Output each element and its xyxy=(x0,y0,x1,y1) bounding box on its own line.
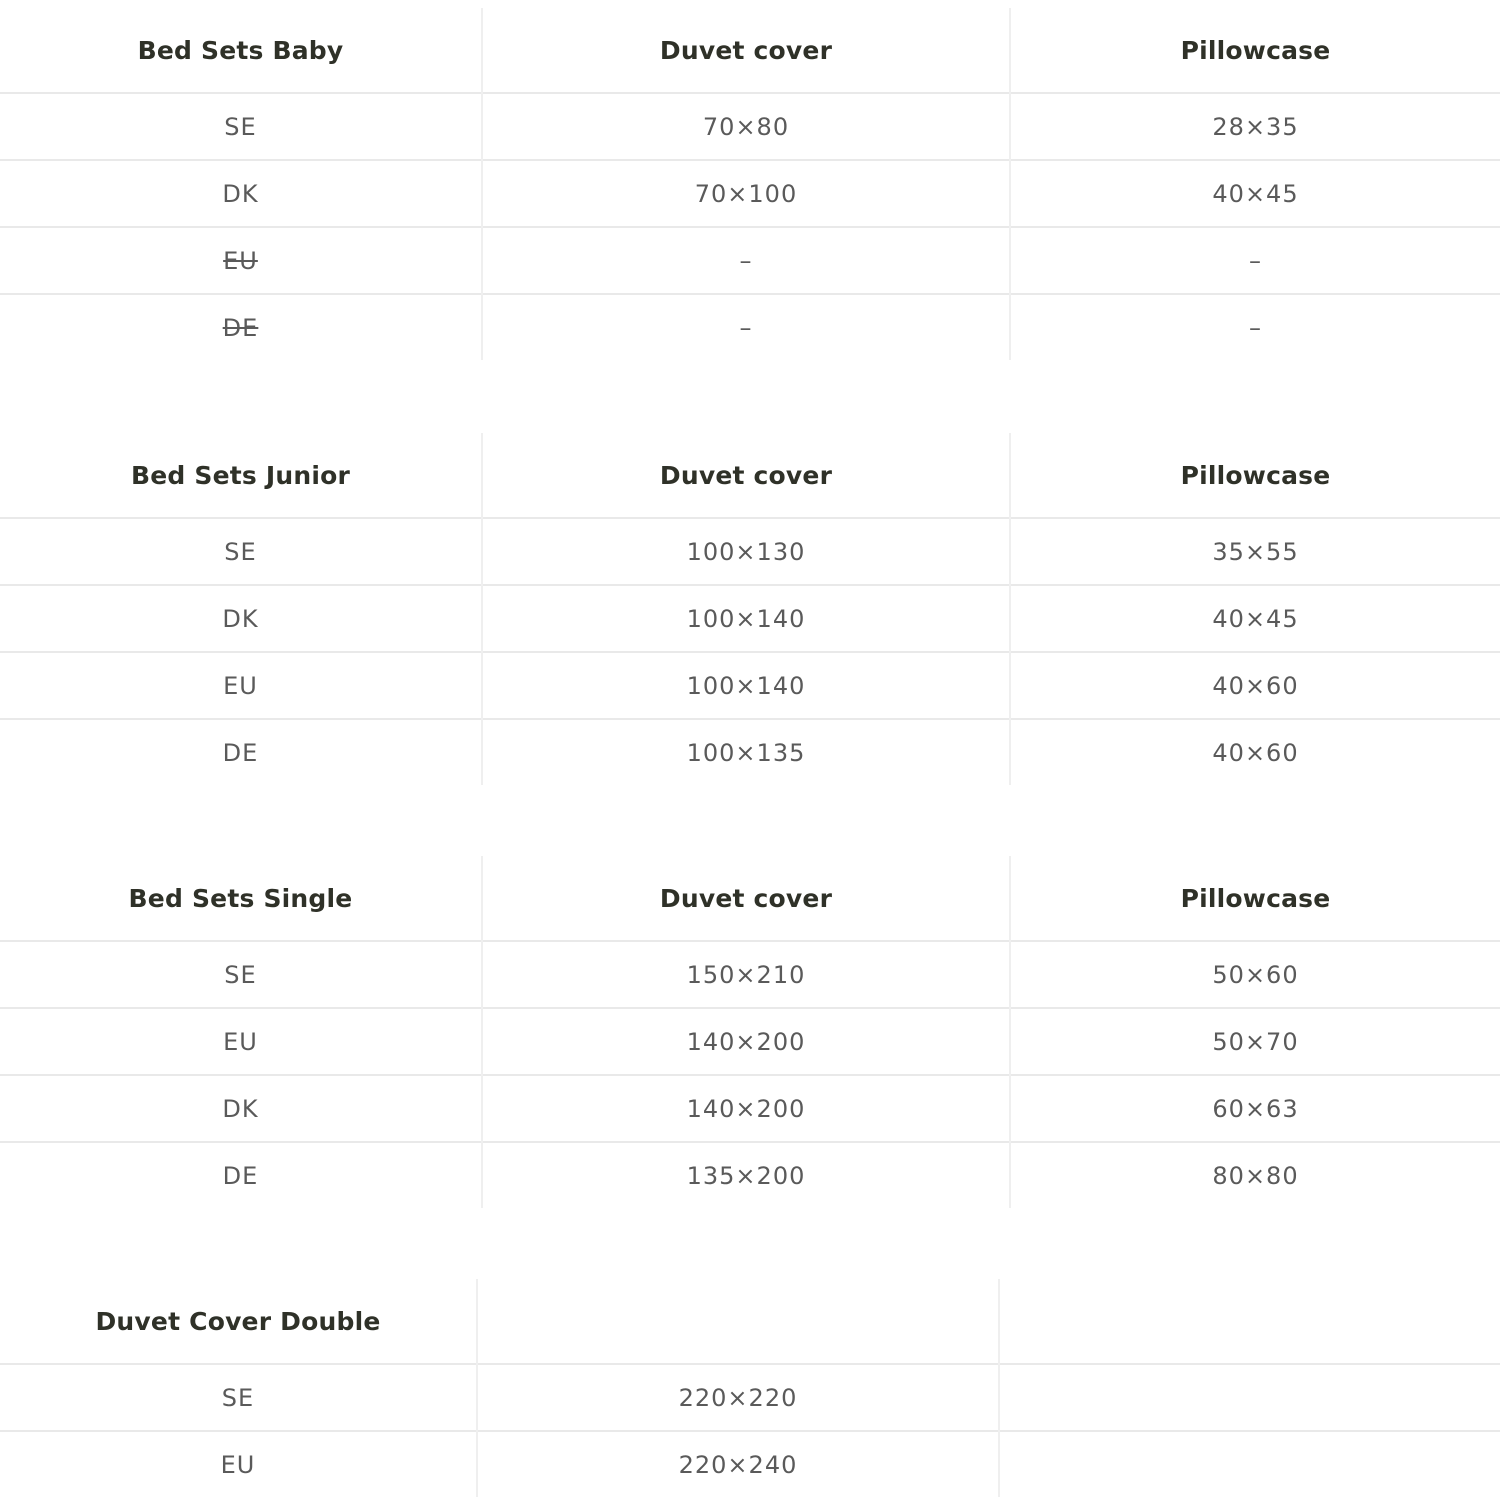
column-header-empty xyxy=(477,1279,999,1364)
table-row xyxy=(0,652,1500,719)
duvet-size-cell: 70×80 xyxy=(482,93,1010,160)
region-cell: DK xyxy=(222,604,259,633)
column-header-duvet: Duvet cover xyxy=(482,856,1010,941)
region-cell: DK xyxy=(222,179,259,208)
table-row xyxy=(0,1431,1500,1497)
empty-cell xyxy=(999,1431,1500,1497)
pillowcase-size-cell: 50×70 xyxy=(1010,1008,1500,1075)
table-row xyxy=(0,1075,1500,1142)
duvet-size-cell: 100×135 xyxy=(482,719,1010,785)
region-cell: SE xyxy=(224,960,257,989)
pillowcase-size-cell: 40×45 xyxy=(1010,585,1500,652)
pillowcase-size-cell: – xyxy=(1010,227,1500,294)
table-row xyxy=(0,941,1500,1008)
table-header-row xyxy=(0,433,1500,518)
duvet-size-cell: 220×240 xyxy=(477,1431,999,1497)
table-row xyxy=(0,1008,1500,1075)
column-header-duvet: Duvet cover xyxy=(482,8,1010,93)
table-row xyxy=(0,160,1500,227)
pillowcase-size-cell: 40×60 xyxy=(1010,719,1500,785)
pillowcase-size-cell: – xyxy=(1010,294,1500,360)
size-table-junior xyxy=(0,433,1500,785)
table-row xyxy=(0,294,1500,360)
region-cell: EU xyxy=(223,671,258,700)
duvet-size-cell: 140×200 xyxy=(482,1075,1010,1142)
region-cell: DE xyxy=(222,1161,259,1190)
duvet-size-cell: 70×100 xyxy=(482,160,1010,227)
pillowcase-size-cell: 50×60 xyxy=(1010,941,1500,1008)
region-cell-struck: DE xyxy=(222,313,259,342)
pillowcase-size-cell: 28×35 xyxy=(1010,93,1500,160)
table-row xyxy=(0,518,1500,585)
duvet-size-cell: – xyxy=(482,294,1010,360)
size-table-single xyxy=(0,856,1500,1208)
pillowcase-size-cell: 60×63 xyxy=(1010,1075,1500,1142)
table-title: Duvet Cover Double xyxy=(95,1306,381,1336)
column-header-pillowcase: Pillowcase xyxy=(1010,433,1500,518)
duvet-size-cell: 100×130 xyxy=(482,518,1010,585)
duvet-size-cell: – xyxy=(482,227,1010,294)
region-cell: EU xyxy=(220,1450,256,1479)
duvet-size-cell: 220×220 xyxy=(477,1364,999,1431)
duvet-size-cell: 100×140 xyxy=(482,652,1010,719)
empty-cell xyxy=(999,1364,1500,1431)
pillowcase-size-cell: 80×80 xyxy=(1010,1142,1500,1208)
region-cell-struck: EU xyxy=(223,246,258,275)
table-header-row xyxy=(0,856,1500,941)
table-header-row xyxy=(0,1279,1500,1364)
table-row xyxy=(0,585,1500,652)
column-header-empty xyxy=(999,1279,1500,1364)
table-row xyxy=(0,719,1500,785)
region-cell: SE xyxy=(221,1383,255,1412)
table-row xyxy=(0,227,1500,294)
region-cell: SE xyxy=(224,537,257,566)
region-cell: DE xyxy=(222,738,259,767)
table-title: Bed Sets Junior xyxy=(130,460,351,490)
column-header-pillowcase: Pillowcase xyxy=(1010,856,1500,941)
duvet-size-cell: 140×200 xyxy=(482,1008,1010,1075)
duvet-size-cell: 100×140 xyxy=(482,585,1010,652)
region-cell: DK xyxy=(222,1094,259,1123)
duvet-size-cell: 150×210 xyxy=(482,941,1010,1008)
pillowcase-size-cell: 35×55 xyxy=(1010,518,1500,585)
table-row xyxy=(0,1142,1500,1208)
duvet-size-cell: 135×200 xyxy=(482,1142,1010,1208)
table-title: Bed Sets Baby xyxy=(137,35,344,65)
pillowcase-size-cell: 40×60 xyxy=(1010,652,1500,719)
table-row xyxy=(0,93,1500,160)
column-header-pillowcase: Pillowcase xyxy=(1010,8,1500,93)
size-table-double xyxy=(0,1279,1500,1497)
table-row xyxy=(0,1364,1500,1431)
table-header-row xyxy=(0,8,1500,93)
size-table-baby xyxy=(0,8,1500,360)
pillowcase-size-cell: 40×45 xyxy=(1010,160,1500,227)
column-header-duvet: Duvet cover xyxy=(482,433,1010,518)
region-cell: EU xyxy=(223,1027,258,1056)
table-title: Bed Sets Single xyxy=(128,883,353,913)
region-cell: SE xyxy=(224,112,257,141)
